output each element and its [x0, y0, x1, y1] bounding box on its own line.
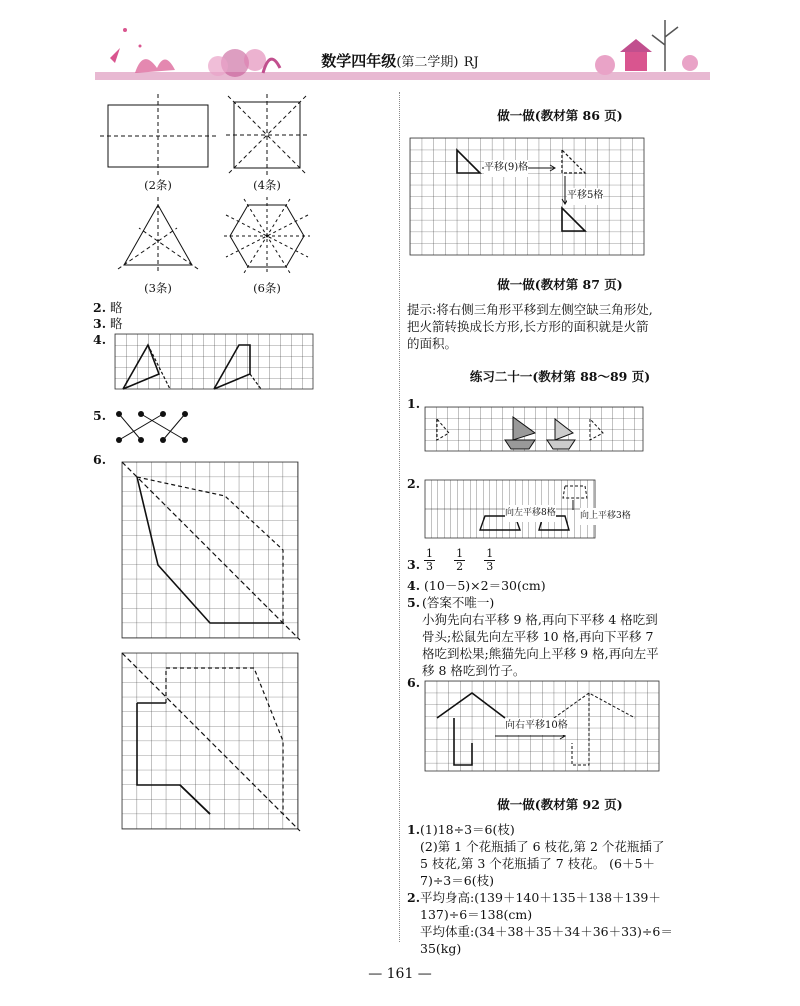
hexagon-caption: (6条) [253, 281, 281, 295]
translate-up-3-label: 向上平移3格 [580, 508, 631, 525]
section-title-exercise-21: 练习二十一(教材第 88～89 页) [469, 369, 651, 384]
translate-left-8-label: 向左平移8格 [505, 505, 556, 522]
exercise-q1-number: 1. [407, 396, 421, 411]
question-3: 3. 略 [93, 316, 123, 331]
avg-q1-line-2: (2)第 1 个花瓶插了 6 枝花,第 2 个花瓶插了 [420, 839, 665, 854]
rectangle-caption: (2条) [144, 178, 172, 192]
translate-right-10-label: 向右平移10格 [505, 718, 568, 735]
hint-line-3: 的面积。 [407, 336, 458, 351]
avg-q1-line-4: 7)÷3＝6(枝) [420, 873, 494, 888]
exercise-q5-line-1: (答案不唯一) [422, 595, 495, 610]
q6-grid-figure-2 [122, 653, 302, 831]
hint-line-1: 提示:将右侧三角形平移到左侧空缺三角形处, [407, 302, 653, 317]
exercise-q1-grid-figure [425, 407, 645, 459]
translate-right-label: 平移(9)格 [484, 160, 528, 177]
section-title-86: 做一做(教材第 86 页) [497, 108, 623, 123]
question-2: 2. 略 [93, 300, 123, 315]
section-title-92: 做一做(教材第 92 页) [497, 797, 623, 812]
avg-q1-line-3: 5 枝花,第 3 个花瓶插了 7 枝花。 (6＋5＋ [420, 856, 655, 871]
fraction-2: $\frac{1}{2}$ [456, 547, 464, 573]
q4-grid-figure [115, 334, 315, 394]
exercise-q5-line-3: 骨头;松鼠先向左平移 10 格,再向下平移 7 [422, 629, 654, 644]
exercise-q5-line-2: 小狗先向右平移 9 格,再向下平移 4 格吃到 [422, 612, 658, 627]
avg-q2-number: 2. [407, 890, 421, 905]
square-caption: (4条) [253, 178, 281, 192]
question-4-number: 4. [93, 332, 107, 347]
exercise-q2-number: 2. [407, 476, 421, 491]
avg-q1-line-1: (1)18÷3＝6(枝) [420, 822, 515, 837]
square-axes-figure [234, 102, 300, 168]
translate-down-label: 平移5格 [567, 188, 603, 205]
hint-line-2: 把火箭转换成长方形,长方形的面积就是火箭 [407, 319, 649, 334]
header-title: 数学四年级(第二学期) RJ [321, 52, 479, 70]
exercise-q4: 4. (10－5)×2＝30(cm) [407, 578, 546, 593]
avg-q2-line-4: 35(kg) [420, 941, 462, 956]
fractions-row [424, 548, 509, 573]
question-5-number: 5. [93, 408, 107, 423]
exercise-q5-line-5: 移 8 格吃到竹子。 [422, 663, 526, 678]
exercise-q3-number: 3. [407, 557, 421, 572]
fraction-1: $\frac{1}{3}$ [426, 547, 433, 573]
q5-matching-figure [115, 410, 195, 446]
avg-q2-line-3: 平均体重:(34＋38＋35＋34＋36＋33)÷6＝ [420, 924, 673, 939]
translation-grid-figure [410, 138, 646, 256]
avg-q1-number: 1. [407, 822, 421, 837]
triangle-caption: (3条) [144, 281, 172, 295]
question-6-number: 6. [93, 452, 107, 467]
avg-q2-line-1: 平均身高:(139＋140＋135＋138＋139＋ [420, 890, 661, 905]
section-title-87: 做一做(教材第 87 页) [497, 277, 623, 292]
rectangle-axes-figure [108, 102, 208, 172]
exercise-q5-number: 5. [407, 595, 421, 610]
column-divider [399, 92, 400, 942]
hexagon-axes-figure [230, 203, 304, 269]
triangle-axes-figure [122, 203, 194, 269]
exercise-q6-number: 6. [407, 675, 421, 690]
page-number: — 161 — [368, 966, 432, 982]
exercise-q5-line-4: 格吃到松果;熊猫先向上平移 9 格,再向左平 [422, 646, 659, 661]
avg-q2-line-2: 137)÷6＝138(cm) [420, 907, 533, 922]
q6-grid-figure-1 [122, 462, 302, 640]
fraction-3: $\frac{1}{3}$ [486, 547, 494, 573]
